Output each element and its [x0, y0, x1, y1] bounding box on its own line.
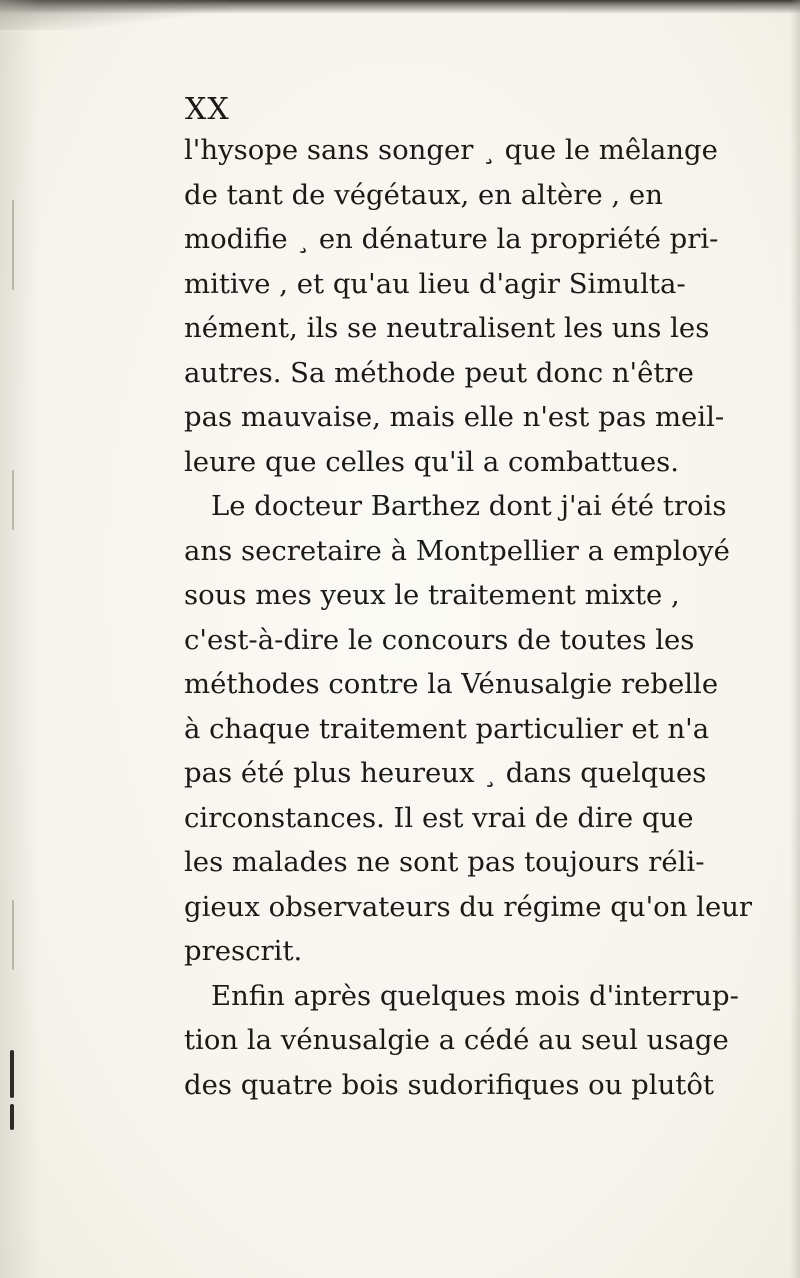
- text-line: [184, 707, 774, 752]
- text-line: [184, 306, 774, 351]
- text-line: [184, 262, 774, 307]
- text-line: [184, 573, 774, 618]
- text-line: [184, 751, 774, 796]
- text-line-content: circonstances. Il est vrai de dire que: [184, 801, 694, 834]
- text-line-content: des quatre bois sudorifiques ou plutôt: [184, 1068, 714, 1101]
- text-line-content: autres. Sa méthode peut donc n'être: [184, 356, 694, 389]
- text-line-content: prescrit.: [184, 935, 303, 967]
- text-line: [184, 1018, 774, 1063]
- text-line-content: leure que celles qu'il a combattues.: [184, 445, 679, 478]
- text-line-content: l'hysope sans songer ¸ que le mêlange: [184, 134, 718, 166]
- text-line-content: les malades ne sont pas toujours réli-: [184, 846, 705, 878]
- text-line: [184, 128, 774, 173]
- text-line-content: sous mes yeux le traitement mixte ,: [184, 579, 680, 611]
- body-text: [184, 128, 774, 1107]
- text-line: [184, 885, 774, 930]
- text-line-content: pas mauvaise, mais elle n'est pas meil-: [184, 401, 725, 433]
- text-line-content: à chaque traitement particulier et n'a: [184, 712, 710, 745]
- text-line-content: Le docteur Barthez dont j'ai été trois: [211, 490, 727, 522]
- text-line-content: c'est-à-dire le concours de toutes les: [184, 623, 695, 656]
- text-line: [184, 662, 774, 707]
- text-line-content: gieux observateurs du régime qu'on leur: [184, 890, 753, 923]
- text-line: [184, 484, 774, 529]
- text-line: [184, 929, 774, 974]
- text-line: [184, 217, 774, 262]
- text-line: [184, 840, 774, 885]
- text-line-content: modifie ¸ en dénature la propriété pri-: [184, 223, 719, 255]
- page-number: XX: [185, 92, 230, 127]
- text-line: [184, 440, 774, 485]
- gutter-mark: [10, 1050, 14, 1098]
- text-line-content: ans secretaire à Montpellier a employé: [184, 534, 730, 567]
- text-line: [184, 529, 774, 574]
- page-right-edge: [790, 0, 800, 1278]
- binding-gutter: [0, 0, 40, 1278]
- gutter-mark: [12, 900, 14, 970]
- text-line-content: Enfin après quelques mois d'interrup-: [211, 979, 739, 1012]
- text-line-content: pas été plus heureux ¸ dans quelques: [184, 757, 707, 789]
- gutter-mark: [10, 1104, 14, 1130]
- text-line: [184, 618, 774, 663]
- text-line-content: mitive , et qu'au lieu d'agir Simulta-: [184, 267, 686, 300]
- gutter-mark: [12, 200, 14, 290]
- text-line-content: méthodes contre la Vénusalgie rebelle: [184, 668, 719, 700]
- text-line-content: de tant de végétaux, en altère , en: [184, 178, 663, 211]
- text-line: [184, 395, 774, 440]
- text-line-content: tion la vénusalgie a cédé au seul usage: [184, 1024, 729, 1056]
- text-line: [184, 1063, 774, 1108]
- text-line: [184, 351, 774, 396]
- text-line-content: nément, ils se neutralisent les uns les: [184, 312, 710, 344]
- text-line: [184, 974, 774, 1019]
- text-line: [184, 796, 774, 841]
- gutter-mark: [12, 470, 14, 530]
- text-line: [184, 173, 774, 218]
